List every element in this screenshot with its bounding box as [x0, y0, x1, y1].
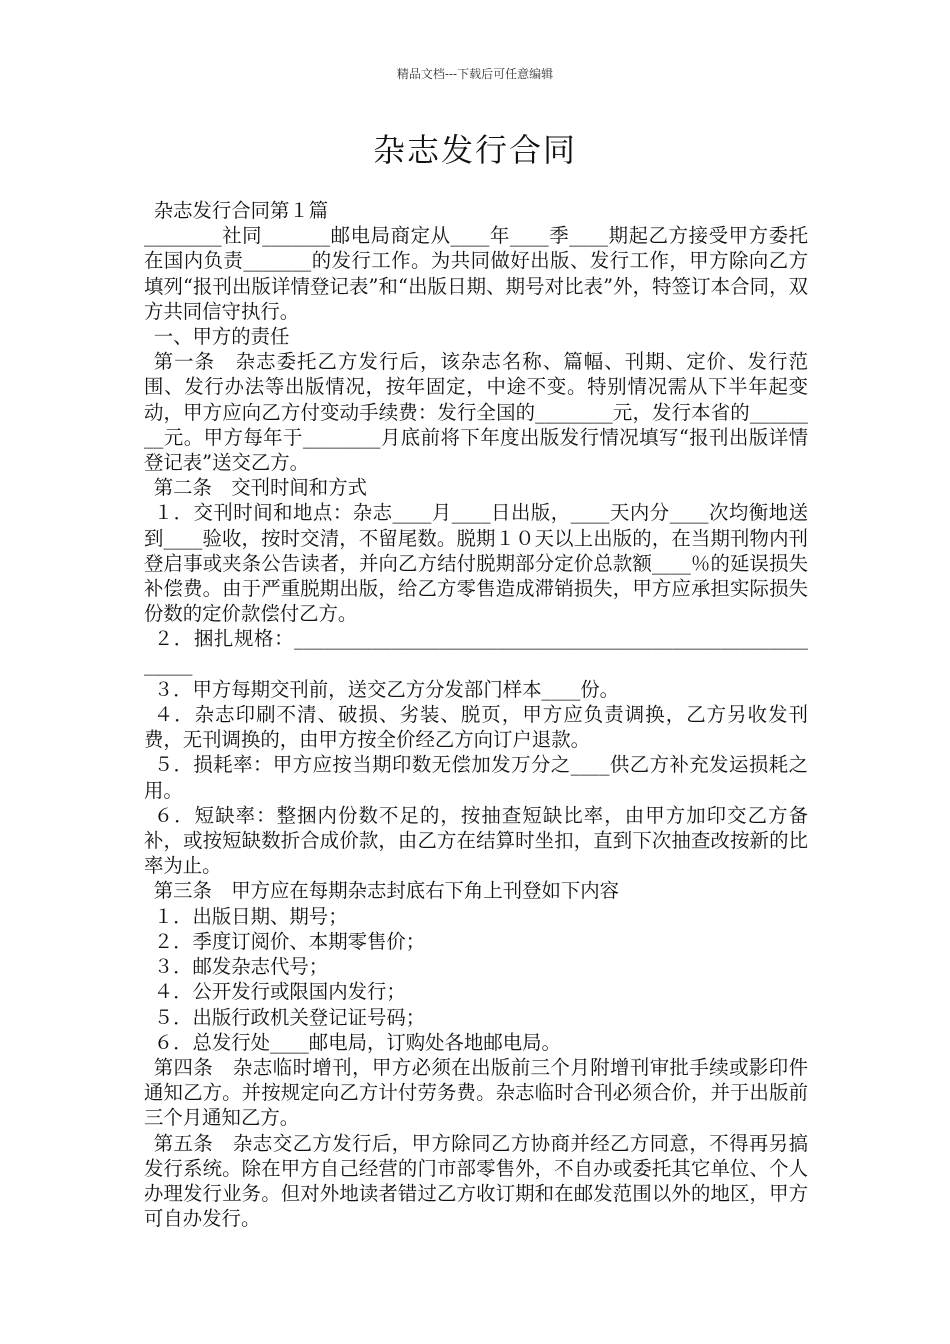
clause-1: 第一条 杂志委托乙方发行后，该杂志名称、篇幅、刊期、定价、发行范围、发行办法等出版情况，按年固定，中途不变。特别情况需从下半年起变动，甲方应向乙方付变动手续费：发行全国的________元，发行本省的________元。甲方每年于________月底前将下年度出版发行情况填写“报刊出版详情登记表”送交乙方。	[144, 350, 808, 475]
clause-4: 第四条 杂志临时增刊，甲方必须在出版前三个月附增刊审批手续或影印件通知乙方。并按规定向乙方计付劳务费。杂志临时合刊必须合价，并于出版前三个月通知乙方。	[144, 1055, 808, 1130]
paragraph-intro: ________社同_______邮电局商定从____年____季____期起乙方接受甲方委托在国内负责_______的发行工作。为共同做好出版、发行工作，甲方除向乙方填列“报刊出版详情登记表”和“出版日期、期号对比表”外，特签订本合同，双方共同信守执行。	[144, 224, 808, 323]
list-item: １．出版日期、期号；	[153, 904, 348, 928]
page-header-note: 精品文档---下载后可任意编辑	[396, 67, 554, 81]
document-title: 杂志发行合同	[372, 131, 577, 169]
document-body	[144, 198, 808, 1231]
clause-5: 第五条 杂志交乙方发行后，甲方除同乙方协商并经乙方同意，不得再另搞发行系统。除在甲方自己经营的门市部零售外，不自办或委托其它单位、个人办理发行业务。但对外地读者错过乙方收订期和在邮发范围以外的地区，甲方可自办发行。	[144, 1131, 808, 1231]
list-item: ６．总发行处____邮电局，订购处各地邮电局。	[153, 1030, 561, 1054]
clause-item: ２．捆扎规格：__________________________________________________________	[144, 627, 808, 676]
clause-item: １．交刊时间和地点：杂志____月____日出版，____天内分____次均衡地送到____验收，按时交清，不留尾数。脱期１０天以上出版的，在当期刊物内刊登启事或夹条公告读者，并向乙方结付脱期部分定价总款额____％的延误损失补偿费。由于严重脱期出版，给乙方零售造成滞销损失，甲方应承担实际损失份数的定价款偿付乙方。	[144, 501, 808, 626]
list-item: ３．邮发杂志代号；	[153, 955, 329, 979]
list-item: ４．公开发行或限国内发行；	[153, 980, 406, 1004]
clause-heading: 第二条 交刊时间和方式	[153, 476, 367, 500]
list-item: ５．出版行政机关登记证号码；	[153, 1005, 426, 1029]
section-heading: 一、甲方的责任	[153, 325, 290, 349]
clause-item: ６．短缺率：整捆内份数不足的，按抽查短缺比率，由甲方加印交乙方备补，或按短缺数折合成价款，由乙方在结算时坐扣，直到下次抽查改按新的比率为止。	[144, 803, 808, 878]
clause-heading: 第三条 甲方应在每期杂志封底右下角上刊登如下内容	[153, 879, 620, 903]
list-item: ２．季度订阅价、本期零售价；	[153, 929, 426, 953]
clause-item: ４．杂志印刷不清、破损、劣装、脱页，甲方应负责调换，乙方另收发刊费，无刊调换的，由甲方按全价经乙方向订户退款。	[144, 703, 808, 752]
section-heading: 杂志发行合同第１篇	[153, 199, 329, 222]
clause-item: ３．甲方每期交刊前，送交乙方分发部门样本____份。	[153, 677, 620, 701]
clause-item: ５．损耗率：甲方应按当期印数无偿加发万分之____供乙方补充发运损耗之用。	[144, 753, 808, 802]
